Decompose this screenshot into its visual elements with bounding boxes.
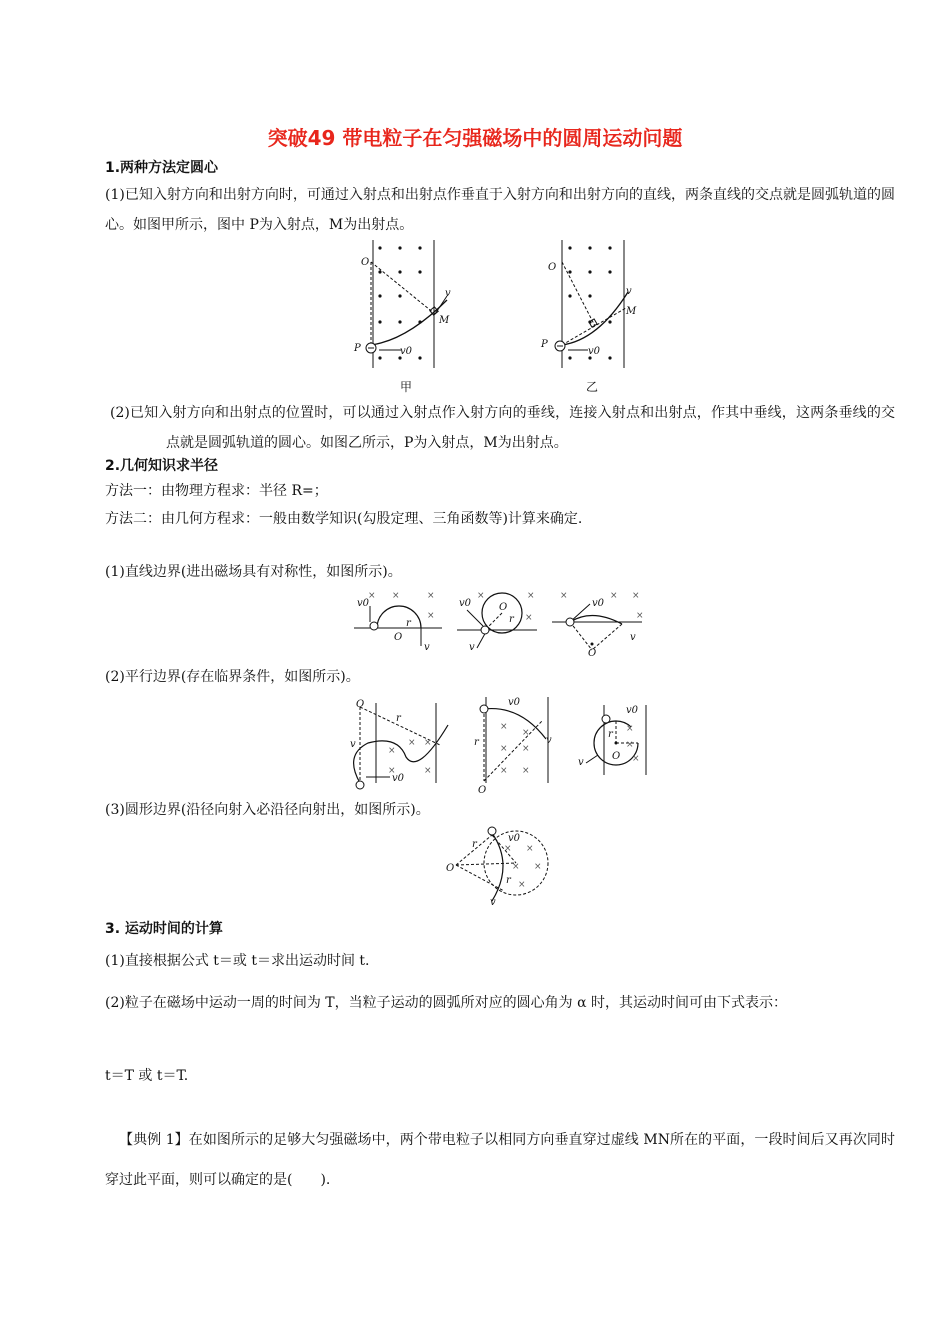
- circle-label-r2: r: [506, 875, 511, 886]
- parallel3-label-r: r: [608, 729, 613, 740]
- fig-yi-label-m: M: [626, 306, 637, 317]
- svg-text:×: ×: [636, 611, 644, 621]
- paragraph-method-1: (1)已知入射方向和出射方向时，可通过入射点和出射点作垂直于入射方向和出射方向的直线，两条直线的交点就是圆弧轨道的圆心。如图甲所示，图中 P为入射点，M为出射点。: [105, 187, 895, 233]
- method-two: 方法二：由几何方程求：一般由数学知识(勾股定理、三角函数等)计算来确定.: [105, 511, 583, 527]
- svg-text:×: ×: [500, 766, 508, 776]
- fig-jia-label-o: O: [361, 257, 370, 268]
- parallel2-label-r: r: [474, 737, 479, 748]
- fig-yi-label-p: P: [541, 339, 548, 350]
- svg-text:×: ×: [522, 744, 530, 754]
- svg-text:×: ×: [534, 862, 542, 872]
- svg-text:×: ×: [427, 591, 435, 601]
- paragraph-method-2-text: (2)已知入射方向和出射点的位置时，可以通过入射点作入射方向的垂线，连接入射点和出射点，作其中垂线，这两条垂线的交点就是圆弧轨道的圆心。如图乙所示，P为入射点，M为出射点。: [110, 405, 895, 451]
- page-title: 突破49 带电粒子在匀强磁场中的圆周运动问题: [267, 126, 683, 150]
- parallel1-label-o: O: [356, 699, 365, 710]
- parallel3-label-o: O: [612, 751, 621, 762]
- method-one: 方法一：由物理方程求：半径 R=；: [105, 483, 328, 499]
- svg-text:×: ×: [526, 844, 534, 854]
- svg-text:×: ×: [477, 591, 485, 601]
- parallel2-label-o: O: [478, 785, 487, 796]
- svg-text:×: ×: [368, 591, 376, 601]
- section-heading-time: 3. 运动时间的计算: [105, 921, 223, 937]
- time-formula-direct: (1)直接根据公式 t＝或 t＝求出运动时间 t.: [105, 953, 370, 969]
- circle-label-v0: v0: [508, 833, 521, 844]
- figure-yi: [540, 240, 650, 370]
- straight-fig-1: [354, 591, 442, 653]
- parallel-fig-1: [350, 699, 448, 789]
- parallel-fig-3: [578, 705, 646, 775]
- time-formula: t＝T 或 t＝T.: [105, 1068, 189, 1084]
- straight3-label-o: O: [588, 648, 597, 659]
- fig-jia-label-m: M: [439, 315, 450, 326]
- svg-text:×: ×: [632, 591, 640, 601]
- boundary-straight: (1)直线边界(进出磁场具有对称性，如图所示)。: [105, 564, 402, 580]
- circle-label-v: v: [490, 897, 496, 908]
- svg-text:×: ×: [388, 746, 396, 756]
- svg-text:×: ×: [626, 724, 634, 734]
- fig-jia-label-v0: v0: [400, 346, 413, 357]
- svg-text:×: ×: [504, 844, 512, 854]
- svg-text:×: ×: [626, 740, 634, 750]
- straight1-label-v: v: [424, 642, 430, 653]
- straight1-label-r: r: [406, 618, 411, 629]
- svg-text:×: ×: [427, 611, 435, 621]
- magnetic-field-dots: [378, 246, 421, 359]
- straight3-label-v0: v0: [592, 598, 605, 609]
- svg-text:×: ×: [388, 766, 396, 776]
- figure-circle-boundary: [446, 825, 556, 908]
- svg-text:×: ×: [500, 744, 508, 754]
- circle-label-r1: r: [472, 839, 477, 850]
- section-heading-radius: 2.几何知识求半径: [105, 458, 219, 474]
- paragraph-method-2: [110, 398, 895, 458]
- svg-text:×: ×: [522, 728, 530, 738]
- svg-text:×: ×: [518, 880, 526, 890]
- straight2-label-o: O: [499, 602, 508, 613]
- fig-yi-label-o: O: [548, 262, 557, 273]
- svg-text:×: ×: [424, 766, 432, 776]
- svg-text:×: ×: [522, 766, 530, 776]
- figure-yi-caption: 乙: [586, 380, 599, 394]
- magnetic-field-dots: [568, 246, 611, 359]
- parallel3-label-v: v: [578, 757, 584, 768]
- straight2-label-r: r: [509, 614, 514, 625]
- figure-jia-caption: 甲: [400, 380, 413, 394]
- parallel1-label-v: v: [350, 739, 356, 750]
- section-heading-center: 1.两种方法定圆心: [105, 160, 219, 176]
- figure-jia: [355, 240, 465, 370]
- parallel2-label-v0: v0: [508, 697, 521, 708]
- svg-text:×: ×: [610, 591, 618, 601]
- parallel1-label-r: r: [396, 713, 401, 724]
- fig-jia-label-v: v: [445, 288, 451, 299]
- svg-text:×: ×: [512, 862, 520, 872]
- svg-text:×: ×: [527, 591, 535, 601]
- svg-text:×: ×: [424, 738, 432, 748]
- fig-jia-label-p: P: [354, 343, 361, 354]
- fig-yi-label-v: v: [626, 286, 632, 297]
- circle-label-o: O: [446, 863, 455, 874]
- figure-straight-boundary: [352, 588, 652, 659]
- straight-fig-2: [457, 591, 537, 653]
- straight1-label-o: O: [394, 632, 403, 643]
- svg-text:×: ×: [632, 754, 640, 764]
- svg-text:×: ×: [525, 613, 533, 623]
- boundary-circle: (3)圆形边界(沿径向射入必沿径向射出，如图所示)。: [105, 802, 430, 818]
- fig-yi-label-v0: v0: [588, 346, 601, 357]
- straight1-label-v0: v0: [357, 598, 370, 609]
- svg-text:×: ×: [500, 722, 508, 732]
- svg-text:×: ×: [392, 591, 400, 601]
- svg-text:×: ×: [560, 591, 568, 601]
- example-1-paragraph: 【典例 1】在如图所示的足够大匀强磁场中，两个带电粒子以相同方向垂直穿过虚线 MN所在的平面，一段时间后又再次同时穿过此平面，则可以确定的是( ).: [105, 1132, 895, 1188]
- straight3-label-v: v: [630, 632, 636, 643]
- parallel1-label-v0: v0: [392, 773, 405, 784]
- parallel3-label-v0: v0: [626, 705, 639, 716]
- svg-text:×: ×: [408, 738, 416, 748]
- parallel-fig-2: [474, 697, 552, 796]
- boundary-parallel: (2)平行边界(存在临界条件，如图所示)。: [105, 669, 360, 685]
- figure-parallel-boundary: [348, 695, 668, 795]
- parallel2-label-v: v: [546, 735, 552, 746]
- straight-fig-3: [552, 591, 644, 659]
- time-period-paragraph: (2)粒子在磁场中运动一周的时间为 T，当粒子运动的圆弧所对应的圆心角为 α 时，其运动时间可由下式表示：: [105, 995, 787, 1011]
- straight2-label-v: v: [469, 642, 475, 653]
- straight2-label-v0: v0: [459, 598, 472, 609]
